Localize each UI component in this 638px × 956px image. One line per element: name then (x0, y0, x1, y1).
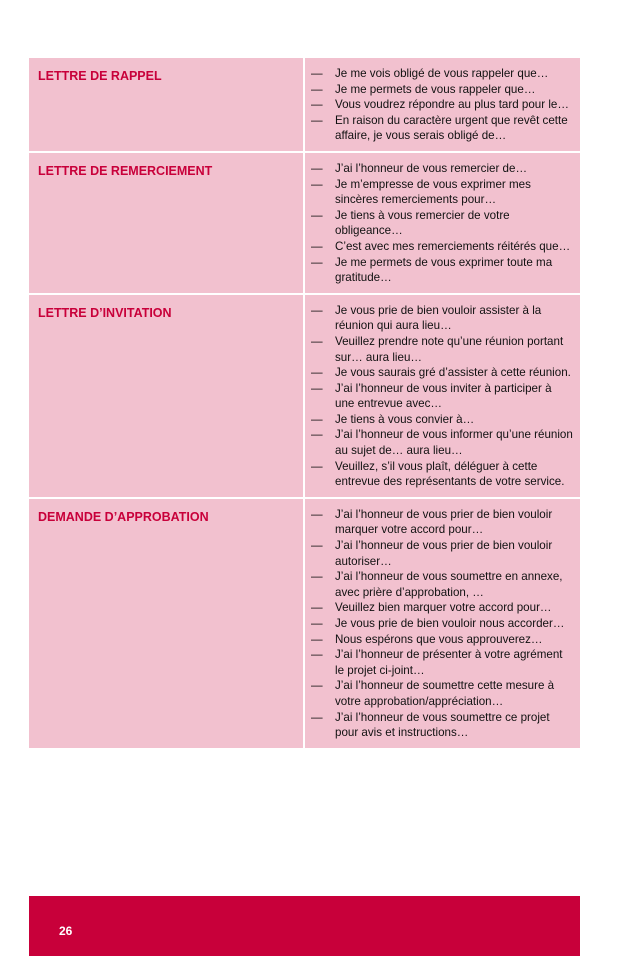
phrase-text: J’ai l’honneur de vous informer qu’une réunion au sujet de… aura lieu… (335, 428, 573, 458)
phrase-text: Je tiens à vous convier à… (335, 412, 475, 426)
phrase-list (311, 507, 574, 741)
phrase-text: Veuillez bien marquer votre accord pour… (335, 601, 552, 615)
dash-bullet: — (311, 710, 323, 724)
table-row (29, 499, 580, 748)
dash-bullet: — (311, 255, 323, 269)
phrase-text: En raison du caractère urgent que revêt cette affaire, je vous serais obligé de… (335, 113, 568, 143)
dash-bullet: — (311, 459, 323, 473)
phrase-text: J’ai l’honneur de présenter à votre agrément le projet ci-joint… (335, 648, 563, 677)
list-item (311, 538, 574, 569)
phrase-text: Nous espérons que vous approuverez… (335, 632, 543, 646)
dash-bullet: — (311, 539, 323, 553)
phrase-text: Je vous prie de bien vouloir assister à la réunion qui aura lieu… (335, 303, 542, 333)
phrase-text: Je vous saurais gré d’assister à cette réunion. (335, 366, 571, 380)
phrase-text: J’ai l’honneur de vous soumettre en annexe, avec prière d’approbation, … (335, 570, 563, 599)
dash-bullet: — (311, 428, 323, 442)
table-row (29, 153, 580, 293)
row-label-cell (29, 499, 303, 748)
row-label-cell (29, 58, 303, 151)
dash-bullet: — (311, 161, 323, 175)
dash-bullet: — (311, 679, 323, 693)
list-item (311, 616, 574, 632)
list-item (311, 365, 574, 381)
row-label: LETTRE DE RAPPEL (38, 69, 162, 83)
table-row (29, 295, 580, 497)
phrase-text: J’ai l’honneur de vous inviter à participer à une entrevue avec… (335, 381, 552, 411)
list-item (311, 177, 574, 208)
phrase-table (29, 58, 580, 748)
list-item (311, 569, 574, 600)
list-item (311, 459, 574, 490)
dash-bullet: — (311, 98, 323, 112)
dash-bullet: — (311, 239, 323, 253)
dash-bullet: — (311, 208, 323, 222)
phrases-cell (305, 295, 580, 497)
phrase-text: C’est avec mes remerciements réitérés que… (335, 239, 571, 253)
phrase-text: Je me vois obligé de vous rappeler que… (335, 67, 549, 80)
phrases-cell (305, 58, 580, 151)
phrase-text: J’ai l’honneur de soumettre cette mesure à votre approbation/appréciation… (335, 679, 555, 708)
list-item (311, 412, 574, 428)
phrase-text: Je tiens à vous remercier de votre obligeance… (335, 208, 510, 238)
dash-bullet: — (311, 177, 323, 191)
phrase-text: J’ai l’honneur de vous soumettre ce projet pour avis et instructions… (335, 710, 550, 740)
list-item (311, 427, 574, 458)
footer-bar (29, 896, 580, 956)
row-label: LETTRE D’INVITATION (38, 305, 172, 320)
list-item (311, 161, 574, 177)
list-item (311, 255, 574, 286)
dash-bullet: — (311, 601, 323, 615)
dash-bullet: — (311, 648, 323, 662)
phrase-list (311, 161, 574, 286)
phrase-text: Je vous prie de bien vouloir nous accorder… (335, 617, 565, 630)
phrase-list (311, 303, 574, 490)
dash-bullet: — (311, 507, 323, 521)
dash-bullet: — (311, 617, 323, 630)
phrase-text: J’ai l’honneur de vous remercier de… (335, 161, 528, 175)
phrase-text: Vous voudrez répondre au plus tard pour le… (335, 98, 569, 112)
dash-bullet: — (311, 632, 323, 646)
dash-bullet: — (311, 67, 323, 80)
list-item (311, 600, 574, 616)
list-item (311, 97, 574, 113)
list-item (311, 647, 574, 678)
dash-bullet: — (311, 303, 323, 317)
row-label: DEMANDE D’APPROBATION (38, 509, 209, 524)
row-label-cell (29, 153, 303, 293)
table-row (29, 58, 580, 151)
phrases-cell (305, 153, 580, 293)
row-label: LETTRE DE REMERCIEMENT (38, 163, 213, 178)
phrase-text: J’ai l’honneur de vous prier de bien vouloir marquer votre accord pour… (335, 507, 553, 537)
list-item (311, 632, 574, 648)
dash-bullet: — (311, 366, 323, 380)
list-item (311, 334, 574, 365)
phrase-text: Veuillez, s’il vous plaît, déléguer à cette entrevue des représentants de votre service. (335, 459, 565, 489)
dash-bullet: — (311, 570, 323, 584)
phrases-cell (305, 499, 580, 748)
list-item (311, 66, 574, 82)
list-item (311, 507, 574, 538)
phrase-list (311, 66, 574, 144)
list-item (311, 678, 574, 709)
phrase-text: J’ai l’honneur de vous prier de bien vouloir autoriser… (335, 539, 553, 568)
list-item (311, 381, 574, 412)
dash-bullet: — (311, 113, 323, 127)
dash-bullet: — (311, 381, 323, 395)
list-item (311, 239, 574, 255)
phrase-text: Je me permets de vous rappeler que… (335, 82, 536, 96)
phrase-text: Je m’empresse de vous exprimer mes sincères remerciements pour… (335, 177, 531, 207)
list-item (311, 82, 574, 98)
phrase-text: Veuillez prendre note qu’une réunion portant sur… aura lieu… (335, 334, 564, 364)
dash-bullet: — (311, 334, 323, 348)
list-item (311, 113, 574, 144)
list-item (311, 710, 574, 741)
dash-bullet: — (311, 82, 323, 96)
dash-bullet: — (311, 412, 323, 426)
row-label-cell (29, 295, 303, 497)
list-item (311, 303, 574, 334)
phrase-text: Je me permets de vous exprimer toute ma gratitude… (335, 255, 553, 285)
page-number: 26 (59, 924, 73, 938)
list-item (311, 208, 574, 239)
